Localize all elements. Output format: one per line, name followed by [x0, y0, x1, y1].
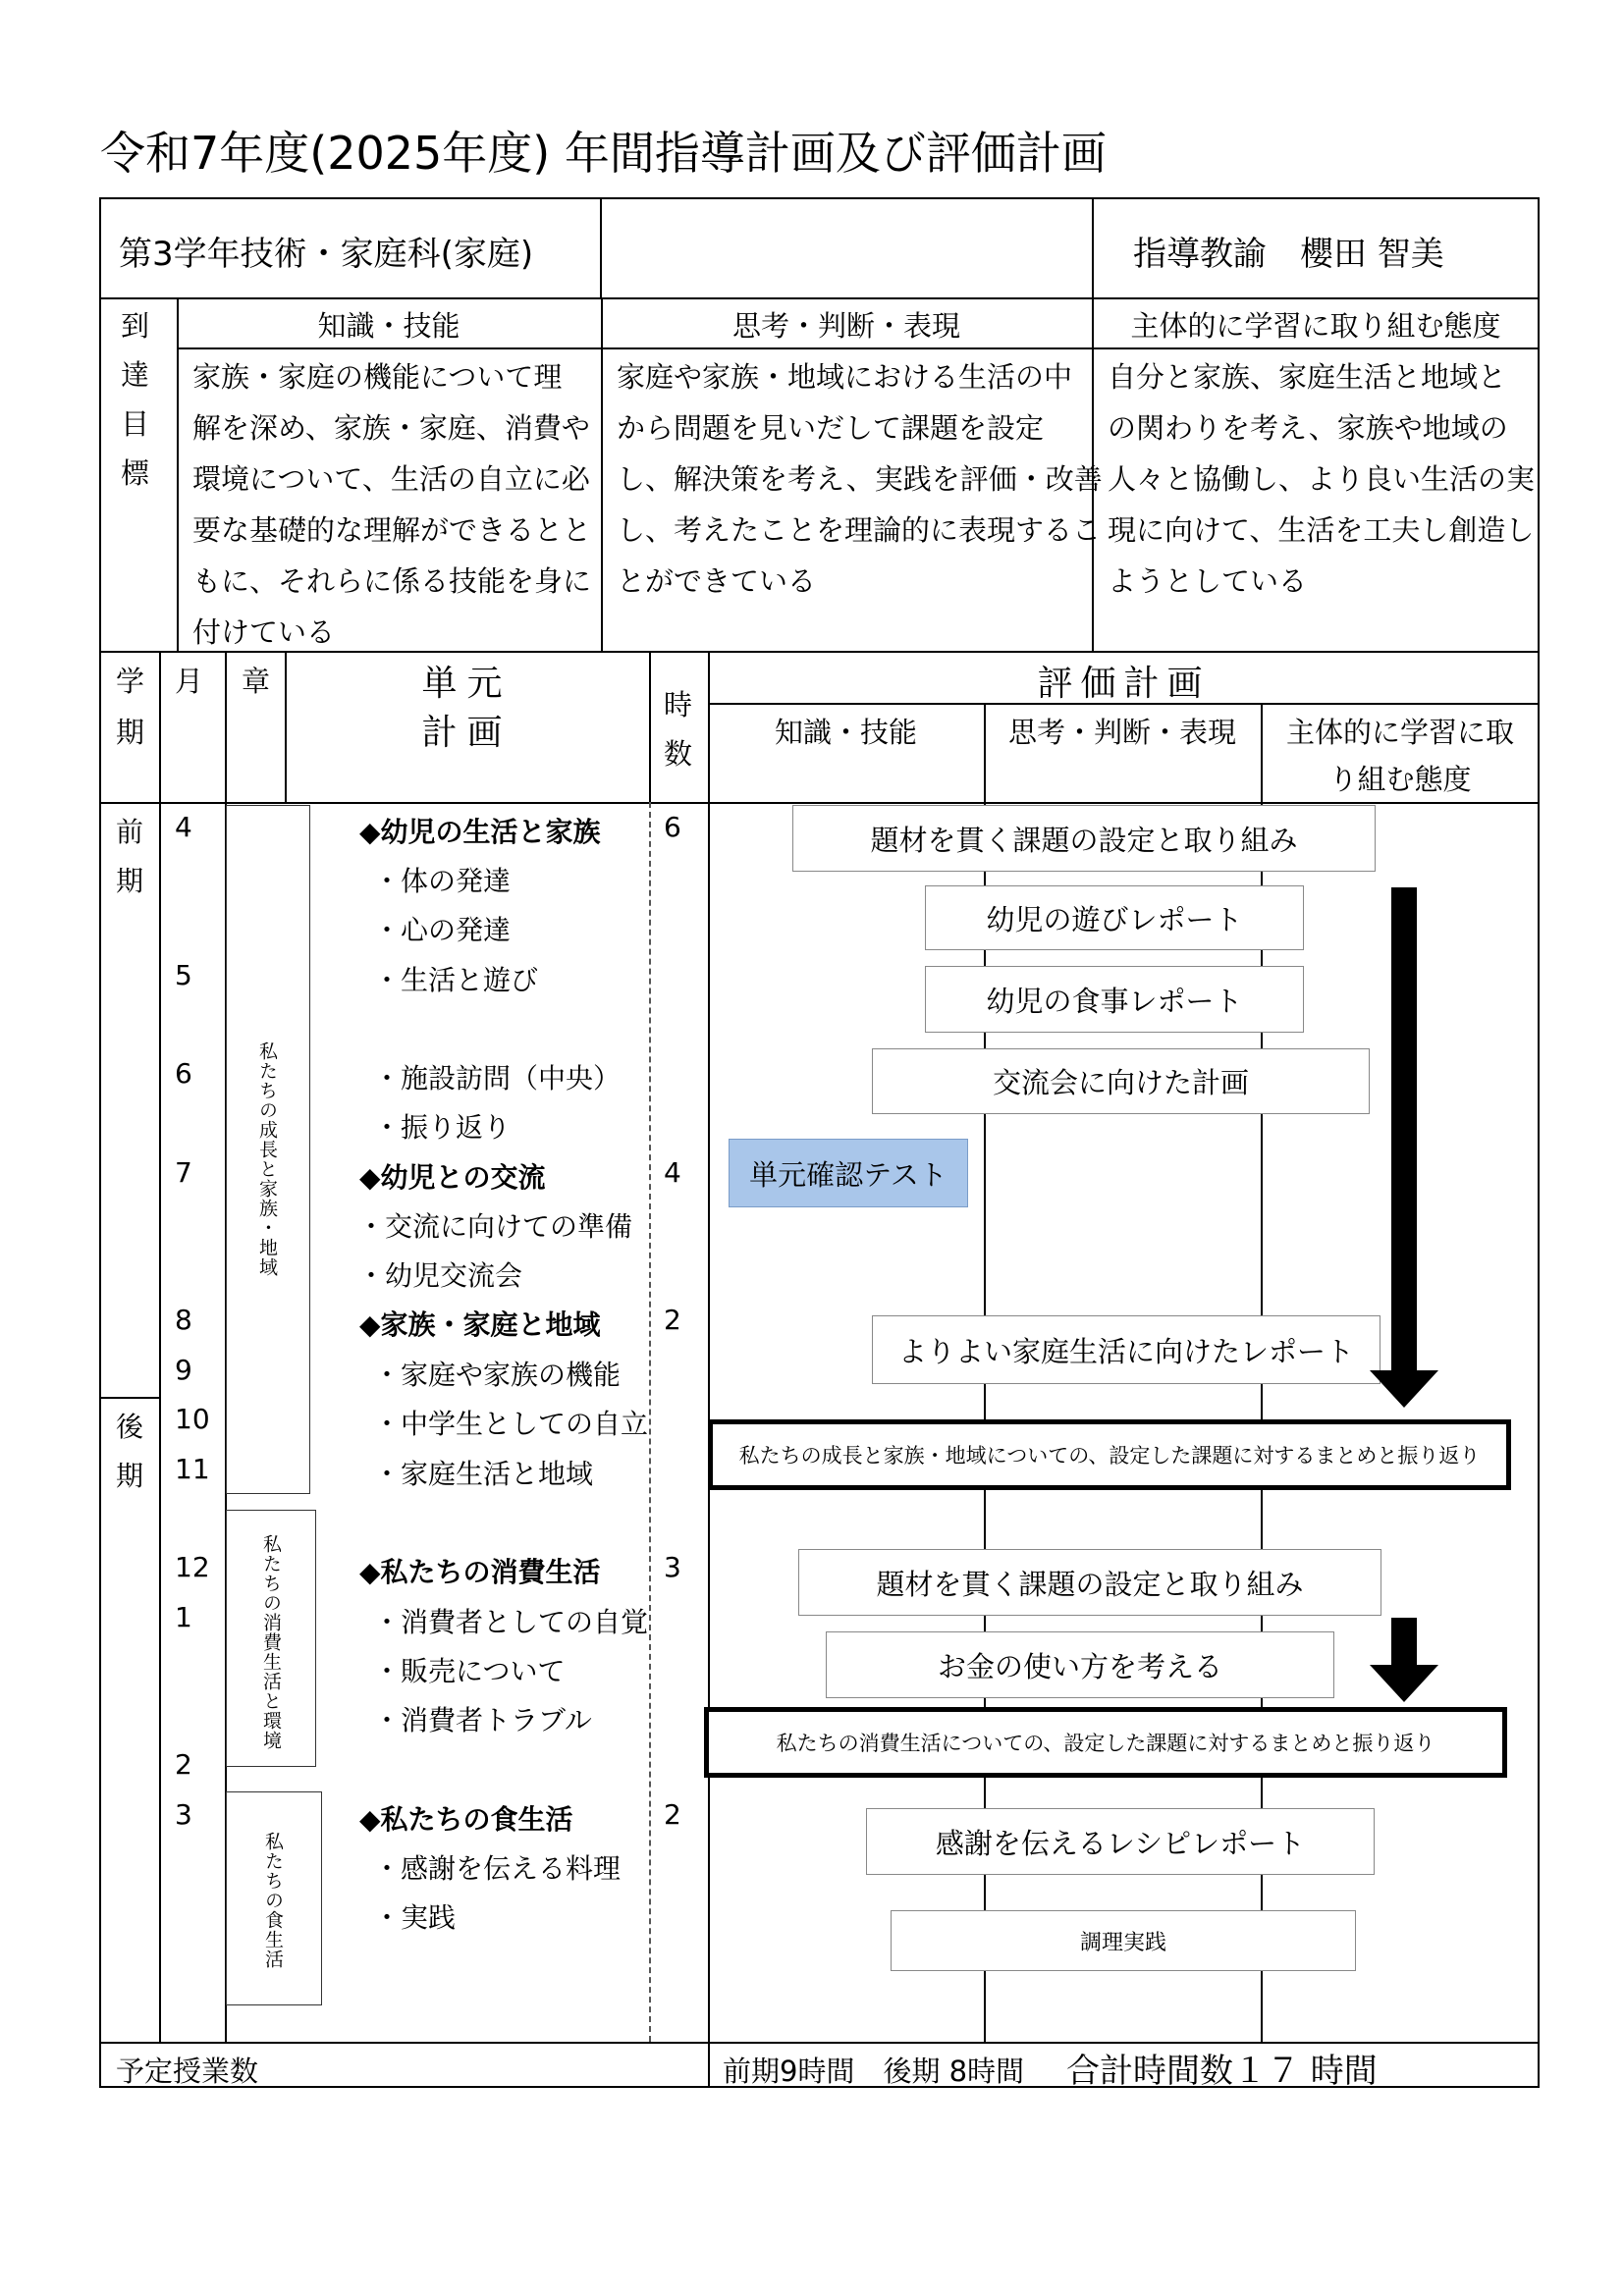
goal-heading-knowledge: 知識・技能 [317, 309, 460, 343]
chapter-box [226, 805, 310, 1494]
goal-line: 自分と家族、家庭生活と地域と [1108, 360, 1507, 394]
goal-line: 要な基礎的な理解ができるとと [192, 513, 592, 547]
eval-box: 調理実践 [891, 1910, 1356, 1971]
term-second: 後 [116, 1411, 144, 1443]
eval-box: 題材を貫く課題の設定と取り組み [792, 805, 1376, 872]
term-second: 期 [116, 1460, 144, 1492]
header-hours: 数 [664, 737, 693, 771]
unit-item: ・幼児交流会 [357, 1259, 523, 1292]
goal-line: 解を深め、家族・家庭、消費や [192, 411, 590, 445]
eval-box-test: 単元確認テスト [729, 1139, 968, 1207]
goal-line: 付けている [192, 615, 336, 649]
hours-value: 4 [664, 1156, 681, 1189]
footer-detail: 前期9時間 後期 8時間 [723, 2055, 1025, 2088]
header-chapter: 章 [242, 665, 271, 698]
eval-summary-box: 私たちの消費生活についての、設定した課題に対するまとめと振り返り [704, 1707, 1507, 1778]
hours-value: 2 [664, 1304, 681, 1336]
unit-item: ・施設訪問（中央） [373, 1062, 622, 1095]
subject-cell [99, 197, 602, 299]
eval-box: お金の使い方を考える [826, 1631, 1334, 1698]
unit-item: ・振り返り [373, 1111, 512, 1144]
footer-total: 合計時間数１７ 時間 [1066, 2052, 1378, 2091]
month: 10 [175, 1403, 210, 1435]
teacher-name: 指導教諭 櫻田 智美 [1133, 235, 1444, 274]
goals-label-char: 標 [121, 456, 150, 490]
month: 12 [175, 1551, 210, 1583]
goal-line: から問題を見いだして課題を設定 [617, 411, 1045, 445]
subject-name: 第3学年技術・家庭科(家庭) [119, 235, 534, 274]
goal-line: とができている [617, 564, 817, 598]
unit-item: ・家庭生活と地域 [373, 1458, 594, 1490]
month: 4 [175, 811, 192, 843]
eval-box: 幼児の食事レポート [925, 966, 1304, 1033]
page-title: 令和7年度(2025年度) 年間指導計画及び評価計画 [100, 127, 1107, 180]
unit-item: ・実践 [373, 1901, 457, 1934]
goal-line: し、考えたことを理論的に表現するこ [617, 513, 1102, 547]
eval-box: よりよい家庭生活に向けたレポート [872, 1315, 1380, 1384]
hours-value: 3 [664, 1551, 681, 1583]
footer-label: 予定授業数 [116, 2055, 259, 2088]
goal-text-attitude [1108, 351, 1535, 607]
down-arrow-icon [1370, 1618, 1438, 1702]
header-unit: 単元 [421, 664, 513, 704]
month: 3 [175, 1798, 192, 1831]
unit-item: ・中学生としての自立 [373, 1408, 649, 1440]
unit-item: ・家庭や家族の機能 [373, 1359, 622, 1391]
chapter-label: 私たちの成長と家族・地域 [256, 1041, 278, 1277]
hours-value: 6 [664, 811, 681, 843]
unit-heading: ◆私たちの食生活 [359, 1803, 573, 1836]
unit-item: ・交流に向けての準備 [357, 1210, 633, 1243]
term-first: 期 [116, 865, 144, 897]
goals-label-char: 達 [121, 358, 150, 392]
month: 1 [175, 1601, 192, 1633]
goals-label-char: 目 [121, 407, 150, 441]
month: 9 [175, 1354, 192, 1386]
unit-item: ・体の発達 [373, 865, 512, 897]
goal-line: し、解決策を考え、実践を評価・改善 [617, 462, 1103, 496]
goal-line: の関わりを考え、家族や地域の [1108, 411, 1508, 445]
chapter-label: 私たちの消費生活と環境 [260, 1534, 282, 1750]
header-term: 期 [116, 716, 145, 749]
header-month: 月 [175, 665, 204, 698]
header-eval-attitude: り組む態度 [1328, 763, 1472, 796]
unit-item: ・消費者トラブル [373, 1704, 592, 1736]
unit-item: ・生活と遊び [373, 964, 539, 996]
eval-box: 幼児の遊びレポート [925, 885, 1304, 950]
hours-value: 2 [664, 1798, 681, 1831]
eval-summary-box: 私たちの成長と家族・地域についての、設定した課題に対するまとめと振り返り [708, 1419, 1511, 1490]
eval-box: 感謝を伝えるレシピレポート [866, 1808, 1375, 1875]
unit-item: ・心の発達 [373, 914, 512, 946]
eval-box: 題材を貫く課題の設定と取り組み [798, 1549, 1381, 1616]
header-eval-knowledge: 知識・技能 [774, 716, 917, 749]
header-unit: 計画 [421, 713, 513, 753]
goals-label-char: 到 [121, 309, 150, 343]
chapter-label: 私たちの食生活 [262, 1832, 284, 1969]
goal-line: 人々と協働し、より良い生活の実 [1108, 462, 1536, 496]
month: 5 [175, 959, 192, 991]
unit-item: ・感謝を伝える料理 [373, 1852, 622, 1885]
unit-item: ・消費者としての自覚 [373, 1606, 649, 1638]
month: 11 [175, 1453, 210, 1485]
header-term: 学 [116, 665, 145, 698]
goal-text-thinking [617, 351, 1103, 607]
goal-heading-thinking: 思考・判断・表現 [731, 309, 960, 343]
term-first: 前 [116, 816, 144, 848]
chapter-box [226, 1510, 316, 1767]
goal-text-knowledge [192, 351, 591, 658]
eval-box: 交流会に向けた計画 [872, 1048, 1370, 1114]
unit-heading: ◆幼児の生活と家族 [359, 816, 601, 848]
header-eval: 評価計画 [1037, 664, 1211, 704]
goal-line: 家庭や家族・地域における生活の中 [617, 360, 1073, 394]
unit-item: ・販売について [373, 1655, 566, 1687]
goal-line: 現に向けて、生活を工夫し創造し [1108, 513, 1535, 547]
teacher-cell [1092, 197, 1540, 299]
unit-heading: ◆幼児との交流 [359, 1161, 546, 1194]
goal-line: 環境について、生活の自立に必 [192, 462, 590, 496]
header-hours: 時 [664, 688, 693, 721]
unit-heading: ◆私たちの消費生活 [359, 1556, 601, 1588]
goal-line: もに、それらに係る技能を身に [192, 564, 592, 598]
unit-heading: ◆家族・家庭と地域 [359, 1308, 601, 1341]
header-eval-attitude: 主体的に学習に取 [1285, 716, 1514, 749]
down-arrow-icon [1370, 887, 1438, 1408]
month: 8 [175, 1304, 192, 1336]
chapter-box [226, 1791, 322, 2005]
month: 6 [175, 1057, 192, 1090]
month: 7 [175, 1156, 192, 1189]
header-eval-thinking: 思考・判断・表現 [1007, 716, 1236, 749]
goal-heading-attitude: 主体的に学習に取り組む態度 [1130, 309, 1501, 343]
month: 2 [175, 1748, 192, 1781]
goal-line: ようとしている [1108, 564, 1308, 598]
goal-line: 家族・家庭の機能について理 [192, 360, 563, 394]
